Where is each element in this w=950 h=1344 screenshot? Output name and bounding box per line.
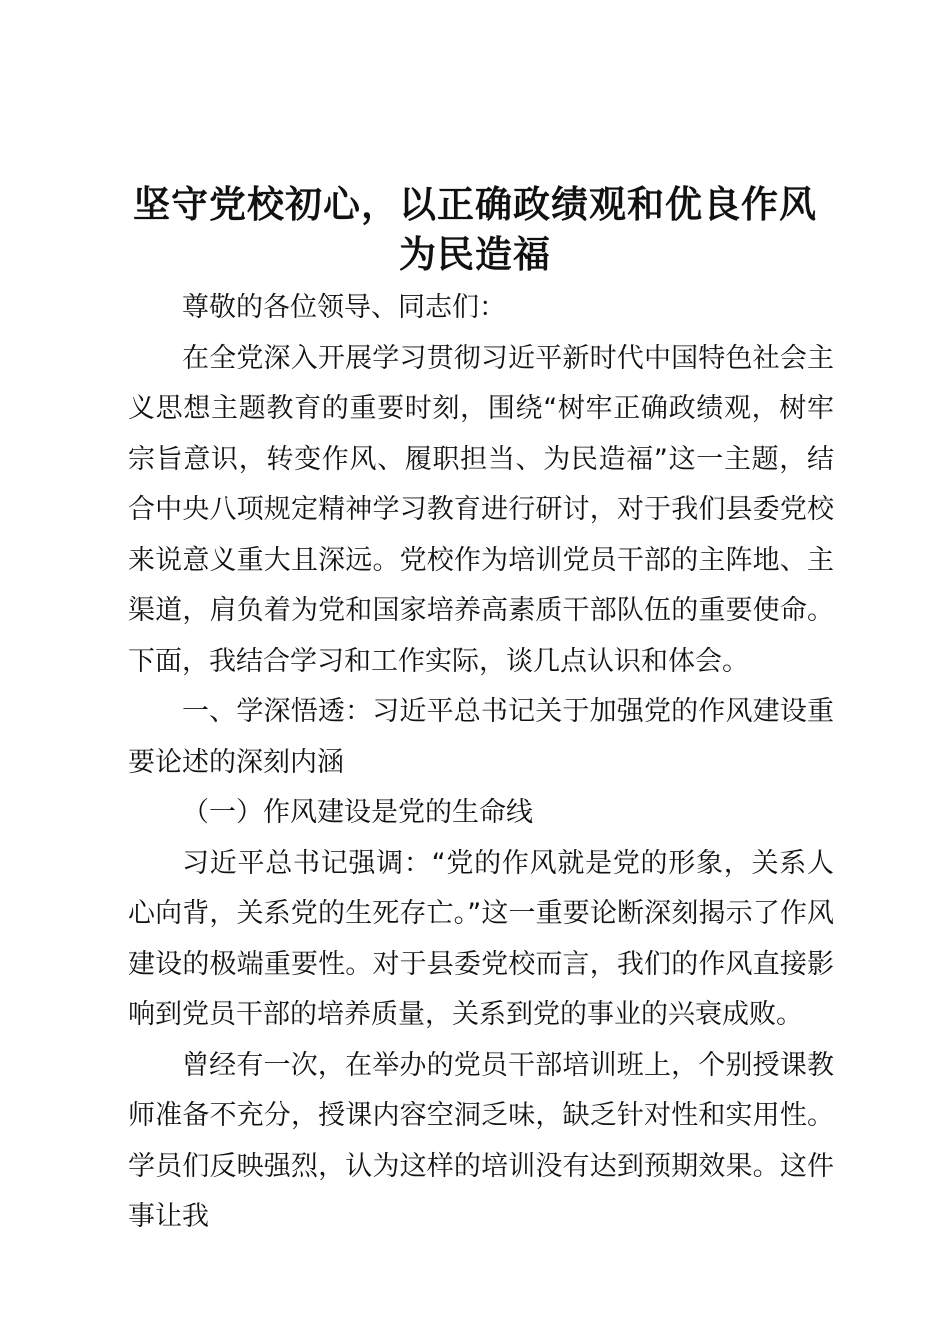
paragraph: 习近平总书记强调：“党的作风就是党的形象，关系人心向背，关系党的生死存亡。”这一重要论断深刻揭示了作风建设的极端重要性。对于县委党校而言，我们的作风直接影响到党员干部的培养质量，关系到党的事业的兴衰成败。 xyxy=(128,847,834,1030)
paragraph: 在全党深入开展学习贯彻习近平新时代中国特色社会主义思想主题教育的重要时刻，围绕“树牢正确政绩观，树牢宗旨意识，转变作风、履职担当、为民造福”这一主题，结合中央八项规定精神学习教育进行研讨，对于我们县委党校来说意义重大且深远。党校作为培训党员干部的主阵地、主渠道，肩负着为党和国家培养高素质干部队伍的重要使命。下面，我结合学习和工作实际，谈几点认识和体会。 xyxy=(128,342,834,677)
salutation: 尊敬的各位领导、同志们： xyxy=(182,292,506,323)
document-title: 坚守党校初心，以正确政绩观和优良作风为民造福 xyxy=(133,183,817,276)
section-heading: 一、学深悟透：习近平总书记关于加强党的作风建设重要论述的深刻内涵 xyxy=(128,696,834,778)
subsection-heading: （一）作风建设是党的生命线 xyxy=(182,797,533,828)
document-body xyxy=(128,283,834,1243)
paragraph: 曾经有一次，在举办的党员干部培训班上，个别授课教师准备不充分，授课内容空洞乏味，缺乏针对性和实用性。学员们反映强烈，认为这样的培训没有达到预期效果。这件事让我 xyxy=(128,1049,834,1232)
